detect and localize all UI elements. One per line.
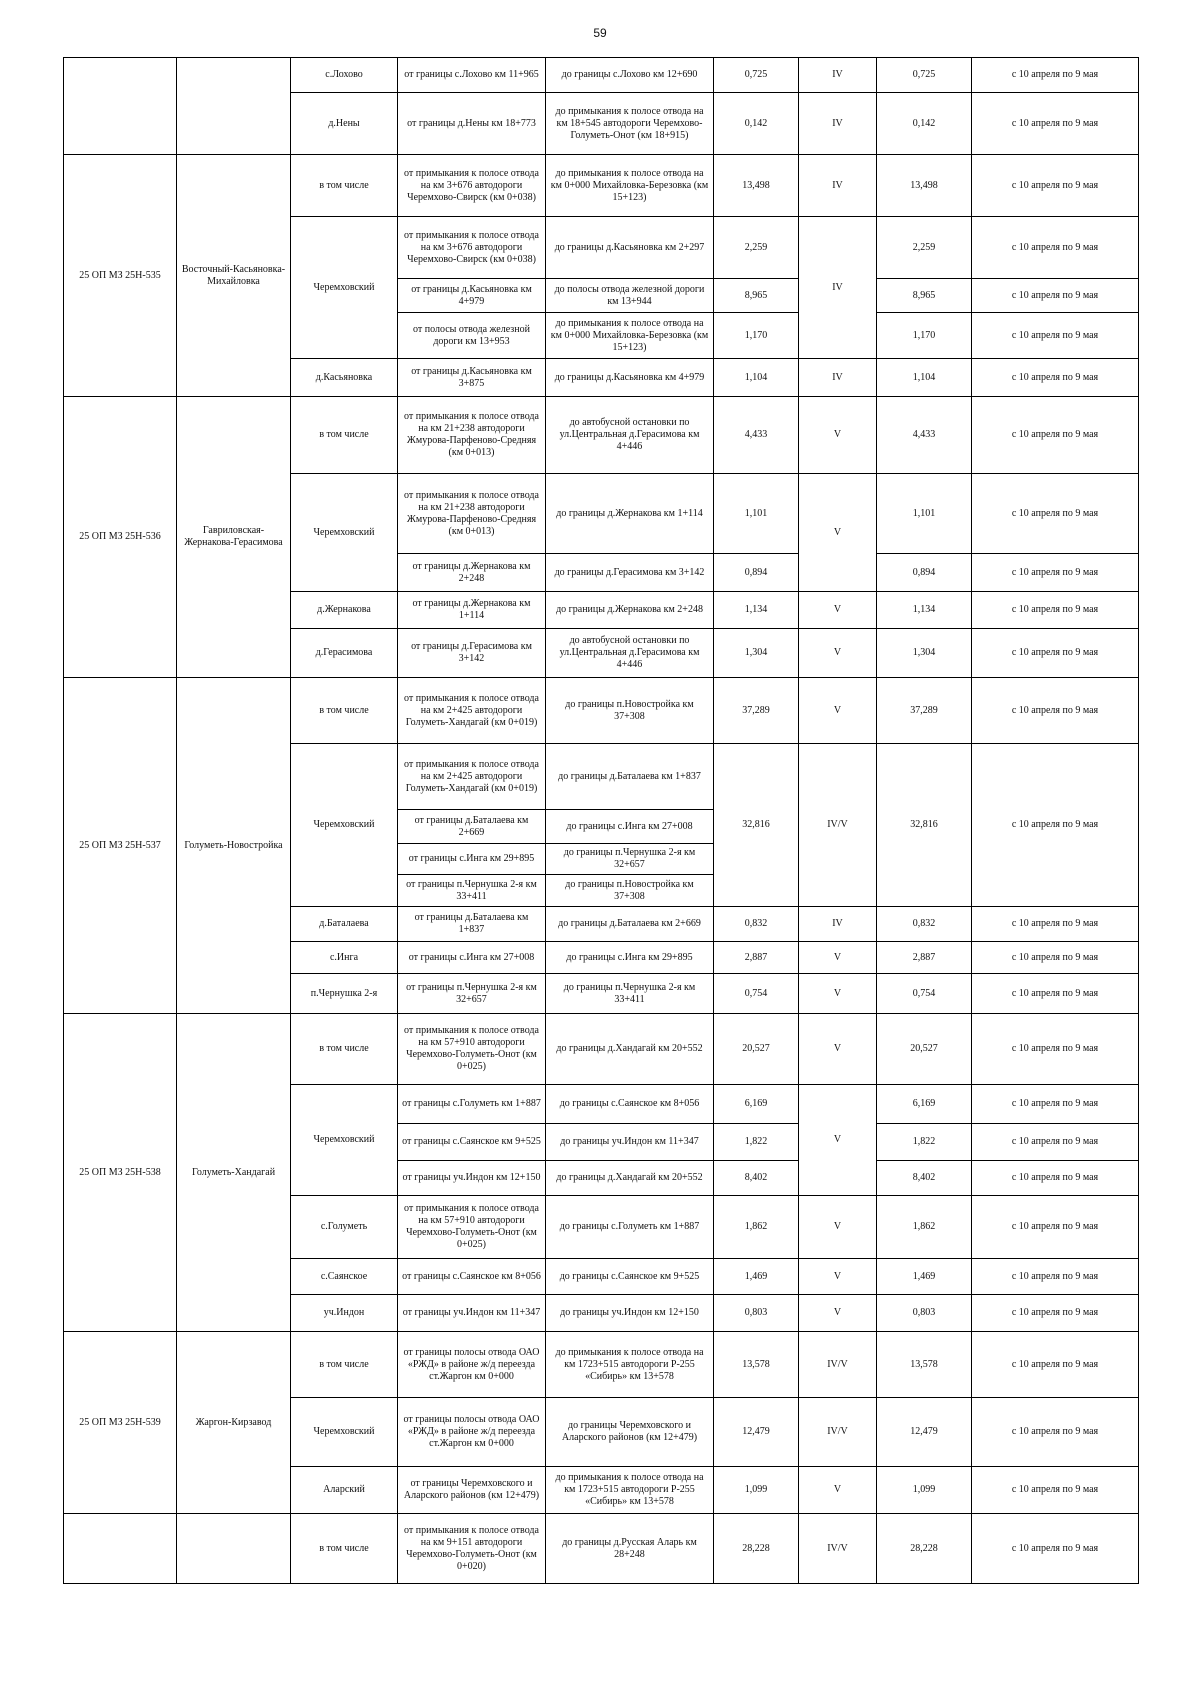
category-cell: IV xyxy=(799,359,877,397)
from-cell: от границы уч.Индон км 12+150 xyxy=(398,1161,546,1196)
restricted-length-cell: 0,894 xyxy=(877,554,972,592)
category-cell: V xyxy=(799,1295,877,1332)
length-cell: 12,479 xyxy=(714,1398,799,1467)
period-cell: с 10 апреля по 9 мая xyxy=(972,359,1139,397)
to-cell: до границы д.Баталаева км 2+669 xyxy=(546,907,714,942)
area-cell: в том числе xyxy=(291,397,398,474)
area-cell: д.Жернакова xyxy=(291,592,398,629)
category-cell: V xyxy=(799,1259,877,1295)
category-cell: IV/V xyxy=(799,1514,877,1584)
period-cell: с 10 апреля по 9 мая xyxy=(972,1514,1139,1584)
area-cell: в том числе xyxy=(291,155,398,217)
period-cell: с 10 апреля по 9 мая xyxy=(972,1398,1139,1467)
restricted-length-cell: 0,142 xyxy=(877,93,972,155)
category-cell: IV/V xyxy=(799,1398,877,1467)
restricted-length-cell: 1,469 xyxy=(877,1259,972,1295)
length-cell: 6,169 xyxy=(714,1085,799,1124)
from-cell: от примыкания к полосе отвода на км 3+676 автодороги Черемхово-Свирск (км 0+038) xyxy=(398,217,546,279)
category-cell: V xyxy=(799,678,877,744)
restricted-length-cell: 4,433 xyxy=(877,397,972,474)
category-cell: V xyxy=(799,1467,877,1514)
to-cell: до границы д.Касьяновка км 2+297 xyxy=(546,217,714,279)
page-number: 59 xyxy=(593,26,607,40)
period-cell: с 10 апреля по 9 мая xyxy=(972,1196,1139,1259)
length-cell: 0,894 xyxy=(714,554,799,592)
area-cell: д.Касьяновка xyxy=(291,359,398,397)
restricted-length-cell: 28,228 xyxy=(877,1514,972,1584)
period-cell: с 10 апреля по 9 мая xyxy=(972,1124,1139,1161)
to-cell: до границы Черемховского и Аларского районов (км 12+479) xyxy=(546,1398,714,1467)
from-cell: от границы д.Баталаева км 1+837 xyxy=(398,907,546,942)
to-cell: до границы с.Инга км 27+008 xyxy=(546,810,714,844)
restricted-length-cell: 12,479 xyxy=(877,1398,972,1467)
road-name-cell: Гавриловская-Жернакова-Герасимова xyxy=(177,397,291,678)
road-id-cell: 25 ОП МЗ 25Н-538 xyxy=(64,1014,177,1332)
to-cell: до примыкания к полосе отвода на км 1723+515 автодороги Р-255 «Сибирь» км 13+578 xyxy=(546,1467,714,1514)
to-cell: до примыкания к полосе отвода на км 0+000 Михайловка-Березовка (км 15+123) xyxy=(546,155,714,217)
to-cell: до границы д.Касьяновка км 4+979 xyxy=(546,359,714,397)
restricted-length-cell: 8,402 xyxy=(877,1161,972,1196)
from-cell: от границы уч.Индон км 11+347 xyxy=(398,1295,546,1332)
period-cell: с 10 апреля по 9 мая xyxy=(972,155,1139,217)
table-row xyxy=(64,1514,1139,1584)
from-cell: от границы д.Жернакова км 2+248 xyxy=(398,554,546,592)
period-cell: с 10 апреля по 9 мая xyxy=(972,93,1139,155)
table-row xyxy=(64,155,1139,217)
length-cell: 1,862 xyxy=(714,1196,799,1259)
category-cell: IV/V xyxy=(799,1332,877,1398)
from-cell: от примыкания к полосе отвода на км 2+425 автодороги Голуметь-Хандагай (км 0+019) xyxy=(398,744,546,810)
from-cell: от границы с.Саянское км 9+525 xyxy=(398,1124,546,1161)
restricted-length-cell: 2,887 xyxy=(877,942,972,974)
table-row xyxy=(64,1014,1139,1085)
restricted-length-cell: 1,099 xyxy=(877,1467,972,1514)
length-cell: 0,803 xyxy=(714,1295,799,1332)
category-cell: V xyxy=(799,974,877,1014)
to-cell: до автобусной остановки по ул.Центральная д.Герасимова км 4+446 xyxy=(546,397,714,474)
length-cell: 1,822 xyxy=(714,1124,799,1161)
road-id-cell: 25 ОП МЗ 25Н-537 xyxy=(64,678,177,1014)
length-cell: 37,289 xyxy=(714,678,799,744)
area-cell: с.Голуметь xyxy=(291,1196,398,1259)
to-cell: до границы д.Жернакова км 2+248 xyxy=(546,592,714,629)
to-cell: до границы п.Чернушка 2-я км 33+411 xyxy=(546,974,714,1014)
to-cell: до границы д.Герасимова км 3+142 xyxy=(546,554,714,592)
road-id-cell: 25 ОП МЗ 25Н-539 xyxy=(64,1332,177,1514)
roads-table xyxy=(63,57,1139,1584)
category-cell: V xyxy=(799,629,877,678)
area-cell: д.Баталаева xyxy=(291,907,398,942)
category-cell: V xyxy=(799,1085,877,1196)
area-cell: в том числе xyxy=(291,678,398,744)
length-cell: 1,170 xyxy=(714,313,799,359)
period-cell: с 10 апреля по 9 мая xyxy=(972,313,1139,359)
area-cell: с.Саянское xyxy=(291,1259,398,1295)
to-cell: до границы с.Инга км 29+895 xyxy=(546,942,714,974)
category-cell: V xyxy=(799,1196,877,1259)
restricted-length-cell: 2,259 xyxy=(877,217,972,279)
table-row xyxy=(64,678,1139,744)
to-cell: до границы д.Жернакова км 1+114 xyxy=(546,474,714,554)
length-cell: 1,104 xyxy=(714,359,799,397)
period-cell: с 10 апреля по 9 мая xyxy=(972,1295,1139,1332)
area-cell: Черемховский xyxy=(291,1085,398,1196)
length-cell: 1,469 xyxy=(714,1259,799,1295)
period-cell: с 10 апреля по 9 мая xyxy=(972,279,1139,313)
from-cell: от границы полосы отвода ОАО «РЖД» в районе ж/д переезда ст.Жаргон км 0+000 xyxy=(398,1398,546,1467)
category-cell: V xyxy=(799,1014,877,1085)
restricted-length-cell: 13,578 xyxy=(877,1332,972,1398)
period-cell: с 10 апреля по 9 мая xyxy=(972,678,1139,744)
road-name-cell: Восточный-Касьяновка-Михайловка xyxy=(177,155,291,397)
from-cell: от границы д.Касьяновка км 3+875 xyxy=(398,359,546,397)
to-cell: до границы д.Хандагай км 20+552 xyxy=(546,1014,714,1085)
restricted-length-cell: 37,289 xyxy=(877,678,972,744)
to-cell: до автобусной остановки по ул.Центральная д.Герасимова км 4+446 xyxy=(546,629,714,678)
road-id-cell xyxy=(64,1514,177,1584)
category-cell: V xyxy=(799,474,877,592)
length-cell: 2,887 xyxy=(714,942,799,974)
to-cell: до границы д.Русская Аларь км 28+248 xyxy=(546,1514,714,1584)
period-cell: с 10 апреля по 9 мая xyxy=(972,1161,1139,1196)
to-cell: до границы п.Новостройка км 37+308 xyxy=(546,875,714,907)
from-cell: от границы п.Чернушка 2-я км 33+411 xyxy=(398,875,546,907)
category-cell: V xyxy=(799,397,877,474)
from-cell: от примыкания к полосе отвода на км 21+238 автодороги Жмурова-Парфеново-Средняя (км 0+013) xyxy=(398,397,546,474)
period-cell: с 10 апреля по 9 мая xyxy=(972,974,1139,1014)
period-cell: с 10 апреля по 9 мая xyxy=(972,1014,1139,1085)
restricted-length-cell: 0,754 xyxy=(877,974,972,1014)
road-id-cell xyxy=(64,58,177,155)
from-cell: от границы с.Лохово км 11+965 xyxy=(398,58,546,93)
category-cell: V xyxy=(799,592,877,629)
from-cell: от границы д.Нены км 18+773 xyxy=(398,93,546,155)
to-cell: до границы с.Саянское км 9+525 xyxy=(546,1259,714,1295)
to-cell: до границы уч.Индон км 12+150 xyxy=(546,1295,714,1332)
length-cell: 1,134 xyxy=(714,592,799,629)
period-cell: с 10 апреля по 9 мая xyxy=(972,629,1139,678)
length-cell: 0,142 xyxy=(714,93,799,155)
period-cell: с 10 апреля по 9 мая xyxy=(972,592,1139,629)
length-cell: 32,816 xyxy=(714,744,799,907)
period-cell: с 10 апреля по 9 мая xyxy=(972,1467,1139,1514)
from-cell: от границы с.Инга км 29+895 xyxy=(398,844,546,875)
restricted-length-cell: 6,169 xyxy=(877,1085,972,1124)
to-cell: до границы с.Лохово км 12+690 xyxy=(546,58,714,93)
road-name-cell xyxy=(177,1514,291,1584)
period-cell: с 10 апреля по 9 мая xyxy=(972,217,1139,279)
area-cell: уч.Индон xyxy=(291,1295,398,1332)
period-cell: с 10 апреля по 9 мая xyxy=(972,907,1139,942)
from-cell: от границы с.Саянское км 8+056 xyxy=(398,1259,546,1295)
from-cell: от границы с.Голуметь км 1+887 xyxy=(398,1085,546,1124)
period-cell: с 10 апреля по 9 мая xyxy=(972,58,1139,93)
from-cell: от примыкания к полосе отвода на км 57+910 автодороги Черемхово-Голуметь-Онот (км 0+025) xyxy=(398,1196,546,1259)
restricted-length-cell: 8,965 xyxy=(877,279,972,313)
area-cell: Аларский xyxy=(291,1467,398,1514)
from-cell: от границы Черемховского и Аларского районов (км 12+479) xyxy=(398,1467,546,1514)
restricted-length-cell: 0,832 xyxy=(877,907,972,942)
from-cell: от границы п.Чернушка 2-я км 32+657 xyxy=(398,974,546,1014)
area-cell: д.Нены xyxy=(291,93,398,155)
to-cell: до примыкания к полосе отвода на км 18+545 автодороги Черемхово-Голуметь-Онот (км 18+915) xyxy=(546,93,714,155)
restricted-length-cell: 20,527 xyxy=(877,1014,972,1085)
from-cell: от границы д.Жернакова км 1+114 xyxy=(398,592,546,629)
from-cell: от границы д.Баталаева км 2+669 xyxy=(398,810,546,844)
from-cell: от границы с.Инга км 27+008 xyxy=(398,942,546,974)
restricted-length-cell: 13,498 xyxy=(877,155,972,217)
area-cell: Черемховский xyxy=(291,474,398,592)
length-cell: 28,228 xyxy=(714,1514,799,1584)
road-name-cell: Голуметь-Новостройка xyxy=(177,678,291,1014)
from-cell: от полосы отвода железной дороги км 13+953 xyxy=(398,313,546,359)
from-cell: от примыкания к полосе отвода на км 21+238 автодороги Жмурова-Парфеново-Средняя (км 0+013) xyxy=(398,474,546,554)
from-cell: от примыкания к полосе отвода на км 3+676 автодороги Черемхово-Свирск (км 0+038) xyxy=(398,155,546,217)
area-cell: в том числе xyxy=(291,1332,398,1398)
restricted-length-cell: 1,101 xyxy=(877,474,972,554)
restricted-length-cell: 1,170 xyxy=(877,313,972,359)
area-cell: д.Герасимова xyxy=(291,629,398,678)
category-cell: V xyxy=(799,942,877,974)
length-cell: 1,099 xyxy=(714,1467,799,1514)
table-row xyxy=(64,1332,1139,1398)
from-cell: от примыкания к полосе отвода на км 57+910 автодороги Черемхово-Голуметь-Онот (км 0+025) xyxy=(398,1014,546,1085)
from-cell: от границы д.Герасимова км 3+142 xyxy=(398,629,546,678)
restricted-length-cell: 0,803 xyxy=(877,1295,972,1332)
road-name-cell: Голуметь-Хандагай xyxy=(177,1014,291,1332)
period-cell: с 10 апреля по 9 мая xyxy=(972,744,1139,907)
category-cell: IV xyxy=(799,155,877,217)
area-cell: с.Лохово xyxy=(291,58,398,93)
to-cell: до границы п.Чернушка 2-я км 32+657 xyxy=(546,844,714,875)
category-cell: IV xyxy=(799,217,877,359)
period-cell: с 10 апреля по 9 мая xyxy=(972,474,1139,554)
length-cell: 8,402 xyxy=(714,1161,799,1196)
to-cell: до границы с.Саянское км 8+056 xyxy=(546,1085,714,1124)
from-cell: от границы д.Касьяновка км 4+979 xyxy=(398,279,546,313)
restricted-length-cell: 1,822 xyxy=(877,1124,972,1161)
area-cell: п.Чернушка 2-я xyxy=(291,974,398,1014)
restricted-length-cell: 1,862 xyxy=(877,1196,972,1259)
area-cell: Черемховский xyxy=(291,217,398,359)
to-cell: до примыкания к полосе отвода на км 1723+515 автодороги Р-255 «Сибирь» км 13+578 xyxy=(546,1332,714,1398)
area-cell: с.Инга xyxy=(291,942,398,974)
period-cell: с 10 апреля по 9 мая xyxy=(972,397,1139,474)
road-name-cell xyxy=(177,58,291,155)
period-cell: с 10 апреля по 9 мая xyxy=(972,554,1139,592)
to-cell: до границы с.Голуметь км 1+887 xyxy=(546,1196,714,1259)
period-cell: с 10 апреля по 9 мая xyxy=(972,1332,1139,1398)
length-cell: 0,754 xyxy=(714,974,799,1014)
road-name-cell: Жаргон-Кирзавод xyxy=(177,1332,291,1514)
to-cell: до полосы отвода железной дороги км 13+944 xyxy=(546,279,714,313)
to-cell: до примыкания к полосе отвода на км 0+000 Михайловка-Березовка (км 15+123) xyxy=(546,313,714,359)
length-cell: 4,433 xyxy=(714,397,799,474)
restricted-length-cell: 1,134 xyxy=(877,592,972,629)
category-cell: IV xyxy=(799,93,877,155)
category-cell: IV xyxy=(799,907,877,942)
restricted-length-cell: 1,104 xyxy=(877,359,972,397)
table-row xyxy=(64,397,1139,474)
to-cell: до границы уч.Индон км 11+347 xyxy=(546,1124,714,1161)
length-cell: 20,527 xyxy=(714,1014,799,1085)
period-cell: с 10 апреля по 9 мая xyxy=(972,1259,1139,1295)
restricted-length-cell: 1,304 xyxy=(877,629,972,678)
area-cell: Черемховский xyxy=(291,744,398,907)
length-cell: 2,259 xyxy=(714,217,799,279)
restricted-length-cell: 0,725 xyxy=(877,58,972,93)
period-cell: с 10 апреля по 9 мая xyxy=(972,1085,1139,1124)
restricted-length-cell: 32,816 xyxy=(877,744,972,907)
to-cell: до границы п.Новостройка км 37+308 xyxy=(546,678,714,744)
to-cell: до границы д.Хандагай км 20+552 xyxy=(546,1161,714,1196)
area-cell: в том числе xyxy=(291,1514,398,1584)
table-row xyxy=(64,58,1139,93)
period-cell: с 10 апреля по 9 мая xyxy=(972,942,1139,974)
area-cell: в том числе xyxy=(291,1014,398,1085)
road-id-cell: 25 ОП МЗ 25Н-536 xyxy=(64,397,177,678)
length-cell: 8,965 xyxy=(714,279,799,313)
length-cell: 0,725 xyxy=(714,58,799,93)
length-cell: 1,101 xyxy=(714,474,799,554)
road-id-cell: 25 ОП МЗ 25Н-535 xyxy=(64,155,177,397)
from-cell: от примыкания к полосе отвода на км 9+151 автодороги Черемхово-Голуметь-Онот (км 0+020) xyxy=(398,1514,546,1584)
category-cell: IV/V xyxy=(799,744,877,907)
area-cell: Черемховский xyxy=(291,1398,398,1467)
length-cell: 13,578 xyxy=(714,1332,799,1398)
from-cell: от границы полосы отвода ОАО «РЖД» в районе ж/д переезда ст.Жаргон км 0+000 xyxy=(398,1332,546,1398)
length-cell: 0,832 xyxy=(714,907,799,942)
length-cell: 1,304 xyxy=(714,629,799,678)
length-cell: 13,498 xyxy=(714,155,799,217)
category-cell: IV xyxy=(799,58,877,93)
from-cell: от примыкания к полосе отвода на км 2+425 автодороги Голуметь-Хандагай (км 0+019) xyxy=(398,678,546,744)
to-cell: до границы д.Баталаева км 1+837 xyxy=(546,744,714,810)
